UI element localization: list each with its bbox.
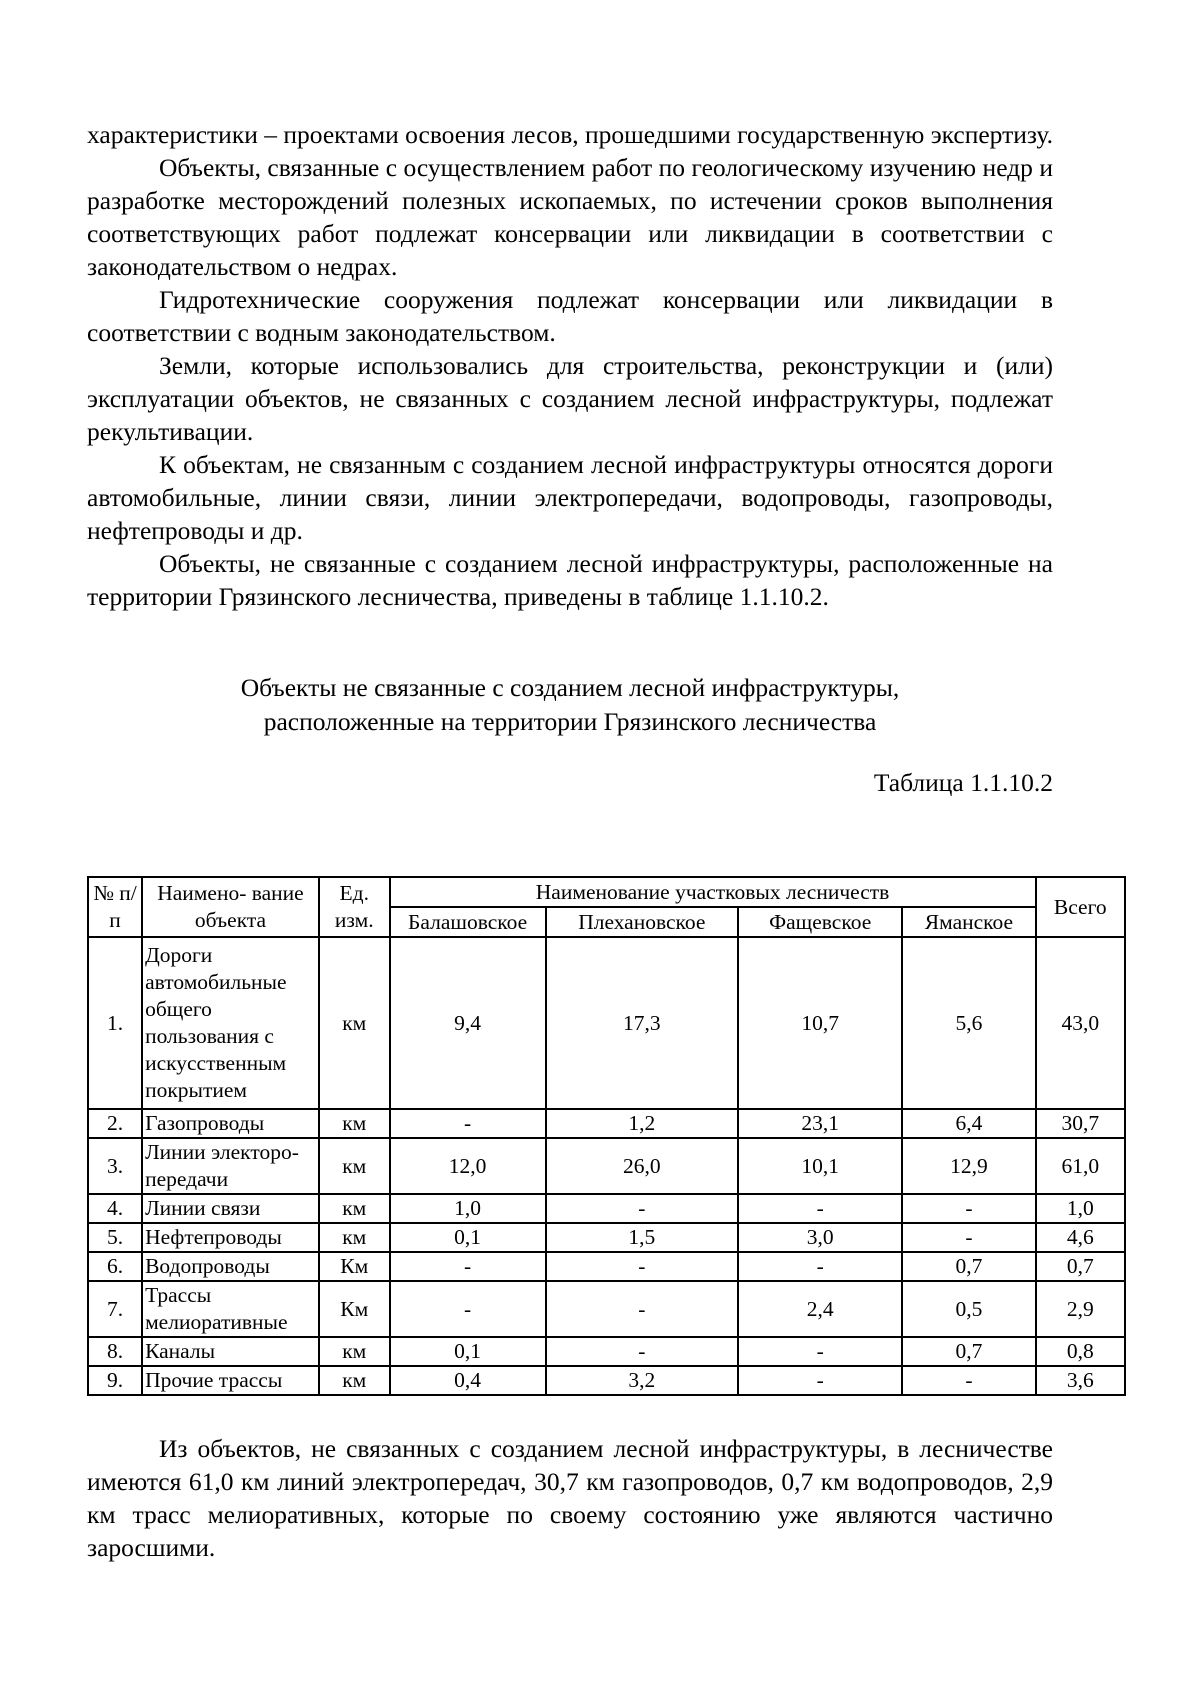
row-unit: км <box>319 1194 390 1223</box>
row-total: 0,7 <box>1036 1252 1126 1281</box>
header-total: Всего <box>1036 877 1126 937</box>
paragraph: Объекты, связанные с осуществлением работ по геологическому изучению недр и разработке месторождений полезных ископаемых, по истечении сроков выполнения соответствующих работ подлежат консервации или ликвидации в соответствии с законодательством о недрах. <box>87 153 1053 281</box>
table-row <box>88 1194 1125 1223</box>
row-value: - <box>546 1281 738 1337</box>
row-value: 5,6 <box>902 937 1035 1109</box>
header-unit: Ед. изм. <box>319 877 390 937</box>
row-value: 0,5 <box>902 1281 1035 1337</box>
row-total: 1,0 <box>1036 1194 1126 1223</box>
row-unit: Км <box>319 1281 390 1337</box>
header-district: Балашовское <box>390 907 546 937</box>
closing-section <box>87 1432 1053 1564</box>
table-row <box>88 1337 1125 1366</box>
row-value: - <box>738 1252 902 1281</box>
table-body <box>88 937 1125 1395</box>
row-num: 3. <box>88 1138 142 1194</box>
table-row <box>88 937 1125 1109</box>
row-value: - <box>738 1194 902 1223</box>
table-header-row <box>88 877 1125 907</box>
row-value: 0,7 <box>902 1337 1035 1366</box>
row-unit: км <box>319 1109 390 1138</box>
table-row <box>88 1366 1125 1395</box>
row-value: - <box>738 1337 902 1366</box>
row-name: Газопроводы <box>142 1109 319 1138</box>
row-unit: км <box>319 1223 390 1252</box>
document-body <box>87 118 1053 799</box>
row-name: Прочие трассы <box>142 1366 319 1395</box>
table-title-line: Объекты не связанные с созданием лесной инфраструктуры, <box>240 673 900 702</box>
row-value: - <box>390 1109 546 1138</box>
row-num: 5. <box>88 1223 142 1252</box>
row-value: 10,1 <box>738 1138 902 1194</box>
row-value: - <box>546 1194 738 1223</box>
table-title <box>87 671 1053 739</box>
row-num: 9. <box>88 1366 142 1395</box>
row-unit: Км <box>319 1252 390 1281</box>
row-num: 1. <box>88 937 142 1109</box>
row-value: 0,7 <box>902 1252 1035 1281</box>
table-row <box>88 1138 1125 1194</box>
table-row <box>88 1109 1125 1138</box>
row-value: - <box>390 1252 546 1281</box>
row-value: - <box>902 1366 1035 1395</box>
row-num: 7. <box>88 1281 142 1337</box>
row-value: 1,5 <box>546 1223 738 1252</box>
row-value: - <box>738 1366 902 1395</box>
row-num: 6. <box>88 1252 142 1281</box>
row-value: 26,0 <box>546 1138 738 1194</box>
row-value: 0,4 <box>390 1366 546 1395</box>
row-value: 3,2 <box>546 1366 738 1395</box>
row-name: Линии связи <box>142 1194 319 1223</box>
row-value: - <box>546 1337 738 1366</box>
paragraph: Гидротехнические сооружения подлежат консервации или ликвидации в соответствии с водным законодательством. <box>87 285 1053 347</box>
header-district: Фащевское <box>738 907 902 937</box>
row-value: 0,1 <box>390 1337 546 1366</box>
paragraph: характеристики – проектами освоения лесов, прошедшими государственную экспертизу. <box>87 120 1053 149</box>
table-row <box>88 1281 1125 1337</box>
row-value: 0,1 <box>390 1223 546 1252</box>
row-num: 8. <box>88 1337 142 1366</box>
header-name: Наимено- вание объекта <box>142 877 319 937</box>
row-unit: км <box>319 1138 390 1194</box>
table-row <box>88 1252 1125 1281</box>
row-total: 61,0 <box>1036 1138 1126 1194</box>
header-districts-group: Наименование участковых лесничеств <box>390 877 1036 907</box>
row-value: 9,4 <box>390 937 546 1109</box>
row-value: 3,0 <box>738 1223 902 1252</box>
row-value: 1,0 <box>390 1194 546 1223</box>
row-unit: км <box>319 1366 390 1395</box>
row-total: 2,9 <box>1036 1281 1126 1337</box>
objects-table <box>87 876 1126 1396</box>
row-unit: км <box>319 937 390 1109</box>
row-value: 2,4 <box>738 1281 902 1337</box>
closing-paragraph: Из объектов, не связанных с созданием лесной инфраструктуры, в лесничестве имеются 61,0 км линий электропередач, 30,7 км газопроводов, 0,7 км водопроводов, 2,9 км трасс мелиоративных, которые по своему состоянию уже являются частично заросшими. <box>87 1434 1053 1562</box>
row-name: Каналы <box>142 1337 319 1366</box>
row-name: Водопроводы <box>142 1252 319 1281</box>
table-caption: Таблица 1.1.10.2 <box>873 768 1053 797</box>
table-title-line: расположенные на территории Грязинского лесничества <box>263 707 877 736</box>
row-value: 1,2 <box>546 1109 738 1138</box>
row-name: Линии электоро-передачи <box>142 1138 319 1194</box>
row-value: 6,4 <box>902 1109 1035 1138</box>
row-total: 43,0 <box>1036 937 1126 1109</box>
paragraph: К объектам, не связанным с созданием лесной инфраструктуры относятся дороги автомобильные, линии связи, линии электропередачи, водопроводы, газопроводы, нефтепроводы и др. <box>87 450 1053 545</box>
row-value: 17,3 <box>546 937 738 1109</box>
table-row <box>88 1223 1125 1252</box>
row-value: 10,7 <box>738 937 902 1109</box>
paragraph: Земли, которые использовались для строительства, реконструкции и (или) эксплуатации объектов, не связанных с созданием лесной инфраструктуры, подлежат рекультивации. <box>87 351 1053 446</box>
header-district: Плехановское <box>546 907 738 937</box>
row-unit: км <box>319 1337 390 1366</box>
row-num: 4. <box>88 1194 142 1223</box>
row-value: 12,0 <box>390 1138 546 1194</box>
row-value: 12,9 <box>902 1138 1035 1194</box>
row-total: 4,6 <box>1036 1223 1126 1252</box>
row-name: Нефтепроводы <box>142 1223 319 1252</box>
row-value: 23,1 <box>738 1109 902 1138</box>
row-name: Дороги автомобильные общего пользования с искусственным покрытием <box>142 937 319 1109</box>
row-value: - <box>390 1281 546 1337</box>
header-district: Яманское <box>902 907 1035 937</box>
row-name: Трассы мелиоративные <box>142 1281 319 1337</box>
paragraph: Объекты, не связанные с созданием лесной инфраструктуры, расположенные на территории Грязинского лесничества, приведены в таблице 1.1.10.2. <box>87 549 1053 611</box>
row-total: 30,7 <box>1036 1109 1126 1138</box>
row-num: 2. <box>88 1109 142 1138</box>
row-total: 3,6 <box>1036 1366 1126 1395</box>
row-value: - <box>546 1252 738 1281</box>
row-total: 0,8 <box>1036 1337 1126 1366</box>
header-num: № п/п <box>88 877 142 937</box>
row-value: - <box>902 1223 1035 1252</box>
row-value: - <box>902 1194 1035 1223</box>
